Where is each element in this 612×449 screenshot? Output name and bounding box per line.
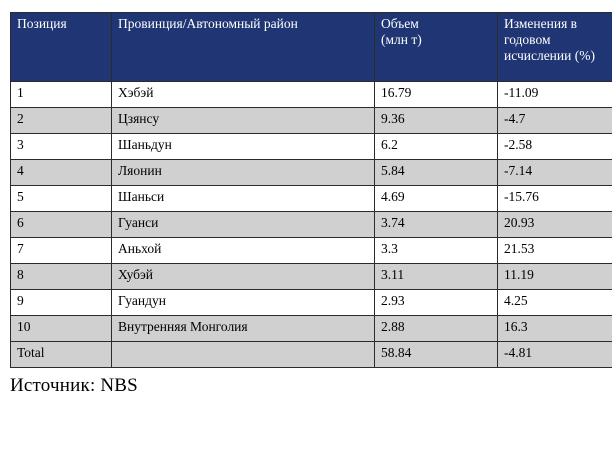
cell-change: -4.7: [498, 108, 612, 134]
table-row: [11, 134, 612, 160]
column-header-province-label: Провинция/Автономный район: [118, 16, 298, 31]
cell-position: 9: [11, 290, 112, 316]
column-header-position-label: Позиция: [17, 16, 67, 31]
column-header-change-line1: Изменения в: [504, 16, 578, 31]
cell-province: Цзянсу: [112, 108, 375, 134]
table-row: [11, 212, 612, 238]
cell-province: Шаньси: [112, 186, 375, 212]
cell-position: 1: [11, 82, 112, 108]
table-row: [11, 82, 612, 108]
cell-change: 16.3: [498, 316, 612, 342]
cell-position: 7: [11, 238, 112, 264]
table-row: [11, 160, 612, 186]
cell-position: 10: [11, 316, 112, 342]
cell-change-total: -4.81: [498, 342, 612, 368]
cell-change: -2.58: [498, 134, 612, 160]
cell-province: Внутренняя Монголия: [112, 316, 375, 342]
cell-province: Шаньдун: [112, 134, 375, 160]
cell-province: Хэбэй: [112, 82, 375, 108]
cell-position: 2: [11, 108, 112, 134]
cell-province-total: [112, 342, 375, 368]
table-body: [11, 82, 612, 368]
cell-volume: 3.11: [375, 264, 498, 290]
cell-province: Ляонин: [112, 160, 375, 186]
cell-volume: 2.88: [375, 316, 498, 342]
cell-volume: 5.84: [375, 160, 498, 186]
table-row: [11, 238, 612, 264]
cell-change: 21.53: [498, 238, 612, 264]
cell-change: -15.76: [498, 186, 612, 212]
column-header-change: [498, 13, 612, 82]
cell-volume: 3.3: [375, 238, 498, 264]
cell-province: Гуандун: [112, 290, 375, 316]
column-header-change-line2: годовом: [504, 31, 551, 47]
cell-volume: 4.69: [375, 186, 498, 212]
table-header: [11, 13, 612, 82]
cell-volume: 6.2: [375, 134, 498, 160]
cell-volume: 9.36: [375, 108, 498, 134]
cell-change: 4.25: [498, 290, 612, 316]
cell-change: 20.93: [498, 212, 612, 238]
steel-output-table: [10, 12, 612, 368]
column-header-position: [11, 13, 112, 82]
cell-position: 5: [11, 186, 112, 212]
cell-position-total: Total: [11, 342, 112, 368]
column-header-province: [112, 13, 375, 82]
cell-volume: 16.79: [375, 82, 498, 108]
cell-volume-total: 58.84: [375, 342, 498, 368]
cell-province: Аньхой: [112, 238, 375, 264]
cell-position: 3: [11, 134, 112, 160]
table-row: [11, 316, 612, 342]
table-row: [11, 186, 612, 212]
column-header-volume: [375, 13, 498, 82]
table-row: [11, 108, 612, 134]
table-row: [11, 290, 612, 316]
cell-province: Гуанси: [112, 212, 375, 238]
cell-volume: 3.74: [375, 212, 498, 238]
table-row-total: [11, 342, 612, 368]
cell-volume: 2.93: [375, 290, 498, 316]
column-header-volume-line2: (млн т): [381, 31, 422, 47]
table-row: [11, 264, 612, 290]
cell-position: 8: [11, 264, 112, 290]
source-caption: Источник: NBS: [10, 375, 138, 396]
cell-change: 11.19: [498, 264, 612, 290]
cell-province: Хубэй: [112, 264, 375, 290]
cell-change: -11.09: [498, 82, 612, 108]
cell-change: -7.14: [498, 160, 612, 186]
cell-position: 6: [11, 212, 112, 238]
column-header-change-line3: исчислении (%): [504, 47, 595, 63]
column-header-volume-line1: Объем: [381, 16, 419, 31]
cell-position: 4: [11, 160, 112, 186]
table-header-row: [11, 13, 612, 82]
